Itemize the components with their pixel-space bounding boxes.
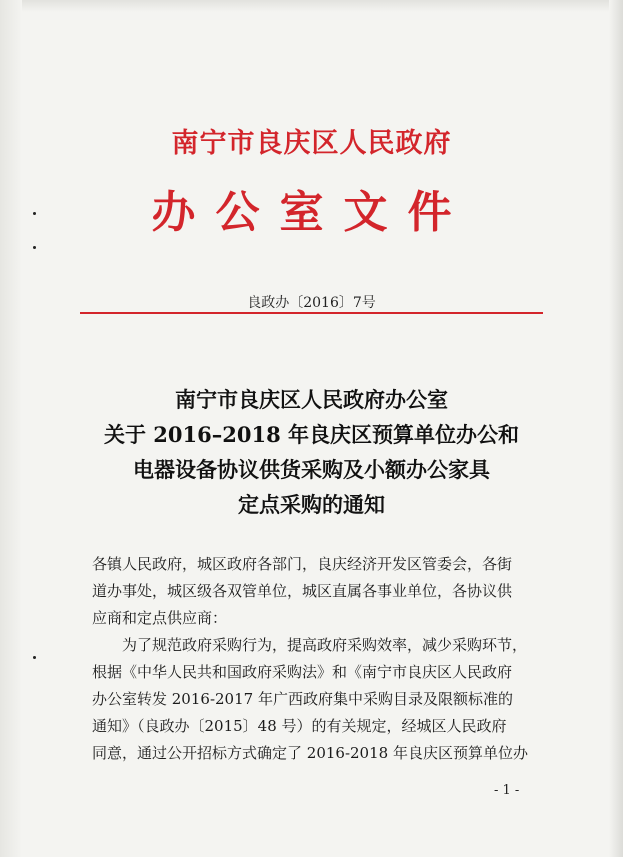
notice-title xyxy=(0,382,623,522)
notice-title-line: 电器设备协议供货采购及小额办公家具 xyxy=(133,457,490,482)
page-number: - 1 - xyxy=(494,783,520,798)
body-line: 道办事处，城区级各双管单位，城区直属各事业单位，各协议供 xyxy=(92,582,513,600)
body-line: 根据《中华人民共和国政府采购法》和《南宁市良庆区人民政府 xyxy=(92,663,513,681)
scan-mark xyxy=(33,246,36,249)
body-line: 办公室转发 2016-2017 年广西政府集中采购目录及限额标准的 xyxy=(92,690,513,708)
body-line: 为了规范政府采购行为，提高政府采购效率，减少采购环节， xyxy=(92,636,528,654)
notice-title-line: 南宁市良庆区人民政府办公室 xyxy=(175,387,448,412)
notice-title-line: 定点采购的通知 xyxy=(238,492,385,517)
red-divider xyxy=(80,312,543,314)
body-line: 通知》（良政办〔2015〕48 号）的有关规定，经城区人民政府 xyxy=(92,717,507,735)
scan-mark xyxy=(33,656,36,659)
notice-title-line: 关于 2016–2018 年良庆区预算单位办公和 xyxy=(103,422,519,447)
body-line: 各镇人民政府，城区政府各部门，良庆经济开发区管委会，各街 xyxy=(92,555,513,573)
document-number: 良政办〔2016〕7号 xyxy=(247,295,376,311)
header-subtitle: 办公室文件 xyxy=(151,187,472,238)
header-title: 南宁市良庆区人民政府 xyxy=(171,128,452,159)
scan-edge-top xyxy=(0,0,623,12)
body-text xyxy=(92,551,540,767)
body-line: 应商和定点供应商： xyxy=(92,609,228,627)
body-line: 同意，通过公开招标方式确定了 2016-2018 年良庆区预算单位办 xyxy=(92,744,528,762)
